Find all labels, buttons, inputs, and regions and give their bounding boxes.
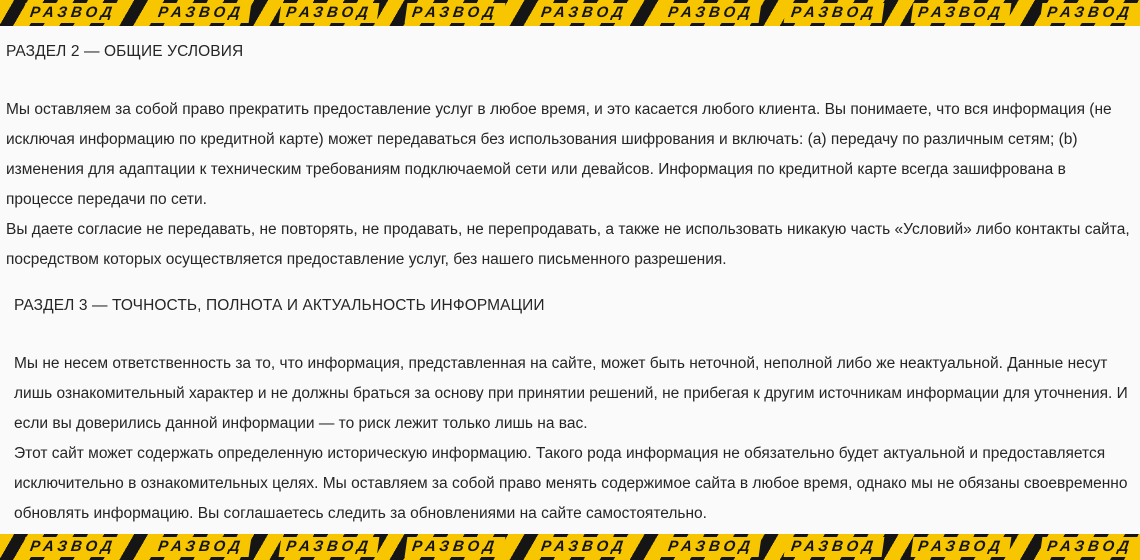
spacer (6, 64, 1132, 95)
terms-content (0, 26, 1140, 534)
section-general-terms (6, 40, 1132, 275)
tape-word: РАЗВОД (911, 537, 1012, 557)
tape-word: РАЗВОД (279, 537, 380, 557)
tape-word: РАЗВОД (1040, 3, 1140, 23)
caution-tape-bottom (0, 534, 1140, 560)
tape-word: РАЗВОД (534, 3, 635, 23)
tape-word: РАЗВОД (784, 537, 885, 557)
tape-word: РАЗВОД (279, 3, 380, 23)
tape-word: РАЗВОД (151, 537, 252, 557)
tape-word: РАЗВОД (534, 537, 635, 557)
tape-word: РАЗВОД (784, 3, 885, 23)
tape-word: РАЗВОД (151, 3, 252, 23)
tape-word: РАЗВОД (23, 3, 124, 23)
tape-word: РАЗВОД (661, 537, 762, 557)
spacer (14, 318, 1132, 349)
section-heading: РАЗДЕЛ 2 — ОБЩИЕ УСЛОВИЯ (6, 43, 244, 60)
tape-word: РАЗВОД (911, 3, 1012, 23)
tape-word: РАЗВОД (23, 537, 124, 557)
section-accuracy (14, 294, 1132, 529)
tape-word: РАЗВОД (405, 537, 506, 557)
tape-word: РАЗВОД (661, 3, 762, 23)
section-paragraph: Мы не несем ответственность за то, что информация, представленная на сайте, может быть неточной, неполной либо же неактуальной. Данные несут лишь ознакомительный характер и не должны браться за основу при принятии решений, не прибегая к другим источникам информации для уточнения. И если вы доверились данной информации — то риск лежит только лишь на вас. (14, 355, 1128, 432)
section-paragraph: Этот сайт может содержать определенную историческую информацию. Такого рода информация не обязательно будет актуальной и предоставляется исключительно в ознакомительных целях. Мы оставляем за собой право менять содержимое сайта в любое время, однако мы не обязаны своевременно обновлять информацию. Вы соглашаетесь следить за обновлениями на сайте самостоятельно. (14, 445, 1128, 522)
tape-word: РАЗВОД (405, 3, 506, 23)
caution-tape-top (0, 0, 1140, 26)
section-paragraph: Вы даете согласие не передавать, не повторять, не продавать, не перепродавать, а также не использовать никакую часть «Условий» либо контакты сайта, посредством которых осуществляется предоставление услуг, без нашего письменного разрешения. (6, 221, 1130, 268)
tape-word: РАЗВОД (1040, 537, 1140, 557)
section-heading: РАЗДЕЛ 3 — ТОЧНОСТЬ, ПОЛНОТА И АКТУАЛЬНОСТЬ ИНФОРМАЦИИ (14, 297, 545, 314)
section-paragraph: Мы оставляем за собой право прекратить предоставление услуг в любое время, и это касается любого клиента. Вы понимаете, что вся информация (не исключая информацию по кредитной карте) может передаваться без использования шифрования и включать: (a) передачу по различным сетям; (b) изменения для адаптации к техническим требованиям подключаемой сети или девайсов. Информация по кредитной карте всегда зашифрована в процессе передачи по сети. (6, 101, 1112, 208)
